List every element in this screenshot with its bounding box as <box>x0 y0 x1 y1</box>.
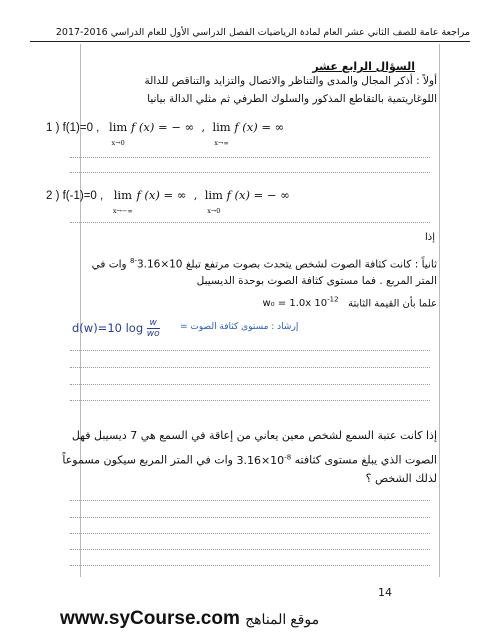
lim-value: = − ∞ <box>253 188 290 202</box>
second-line-1: ثانياً : كانت كثافة الصوت لشخص يتحدث بصوت مرتفع تبلغ $3.16\times 10^{-8}$ وات في <box>91 257 437 271</box>
limit-item-1: 1 ) f(1)=0 , lim x→0 f (x) = − ∞ , lim x→∞ f (x) = ∞ <box>46 120 285 147</box>
item-label: 1 ) f(1)=0 , <box>46 122 100 134</box>
footer-site[interactable]: www.syCourse.com <box>60 608 240 629</box>
footer-arabic: موقع المناهج <box>245 611 320 627</box>
lim-variable: x→∞ <box>214 139 229 147</box>
lim-variable: x→0 <box>207 207 221 215</box>
idha-word: إذا <box>424 232 435 243</box>
lim-word: lim <box>109 120 128 134</box>
third-line-3: لذلك الشخص ؟ <box>365 472 437 485</box>
lim-value: = ∞ <box>261 120 285 134</box>
function-expr: f (x) <box>226 188 250 202</box>
lim-variable: x→0 <box>111 139 125 147</box>
decibel-formula: d(w)=10 $\log \frac{w}{wo}$ <box>72 318 160 339</box>
answer-line <box>70 384 430 385</box>
limit-item-2: 2 ) f(-1)=0 , lim x→−∞ f (x) = ∞ , lim x→0 f (x) = − ∞ <box>46 188 290 215</box>
lim-value: = − ∞ <box>157 120 195 134</box>
answer-line <box>70 565 430 566</box>
page-number: 14 <box>378 586 392 599</box>
header-rule <box>30 41 470 42</box>
hint-text: إرشاد : مستوى كثافة الصوت = <box>180 322 299 332</box>
item-label: 2 ) f(-1)=0 , <box>46 190 104 202</box>
lim-word: lim <box>204 188 223 202</box>
page-header: مراجعة عامة للصف الثاني عشر العام لمادة الرياضيات الفصل الدراسي الأول للعام الدراسي 2016-2017 <box>55 27 470 38</box>
answer-line <box>70 517 430 518</box>
lim-variable: x→−∞ <box>112 207 133 215</box>
second-line-3: علما بأن القيمة الثابتة w₀ = 1.0x $10^{-12}$ <box>262 296 437 310</box>
intro-line-1: أولاً : أذكر المجال والمدى والتناظر والاتصال والتزايد والتناقص للدالة <box>144 75 437 87</box>
answer-line <box>70 367 430 368</box>
third-line-2: الصوت الذي يبلغ مستوى كثافته $3.16\times 10^{-8}$ وات في المتر المربع سيكون مسموعاً <box>62 453 437 467</box>
answer-line <box>70 549 430 550</box>
answer-line <box>70 222 430 223</box>
answer-line <box>70 172 430 173</box>
third-line-1: إذا كانت عتبة السمع لشخص معين يعاني من إعاقة في السمع هي 7 ديسيبل فهل <box>71 429 437 442</box>
footer-watermark[interactable] <box>60 608 319 630</box>
function-expr: f (x) <box>234 120 258 134</box>
intro-line-2: اللوغاريتمية بالتقاطع المذكور والسلوك الطرفي ثم مثلي الدالة بيانيا <box>147 93 437 105</box>
answer-line <box>70 533 430 534</box>
answer-line <box>70 350 430 351</box>
section-title: السؤال الرابع عشر <box>312 60 415 73</box>
lim-word: lim <box>113 188 132 202</box>
answer-line <box>70 157 430 158</box>
second-line-2: المتر المربع . فما مستوى كثافة الصوت بوحدة الديسيبل <box>196 275 437 287</box>
lim-value: = ∞ <box>163 188 187 202</box>
function-expr: f (x) <box>130 120 155 134</box>
lim-word: lim <box>212 120 231 134</box>
answer-line <box>70 400 430 401</box>
function-expr: f (x) <box>136 188 160 202</box>
answer-line <box>70 500 430 501</box>
